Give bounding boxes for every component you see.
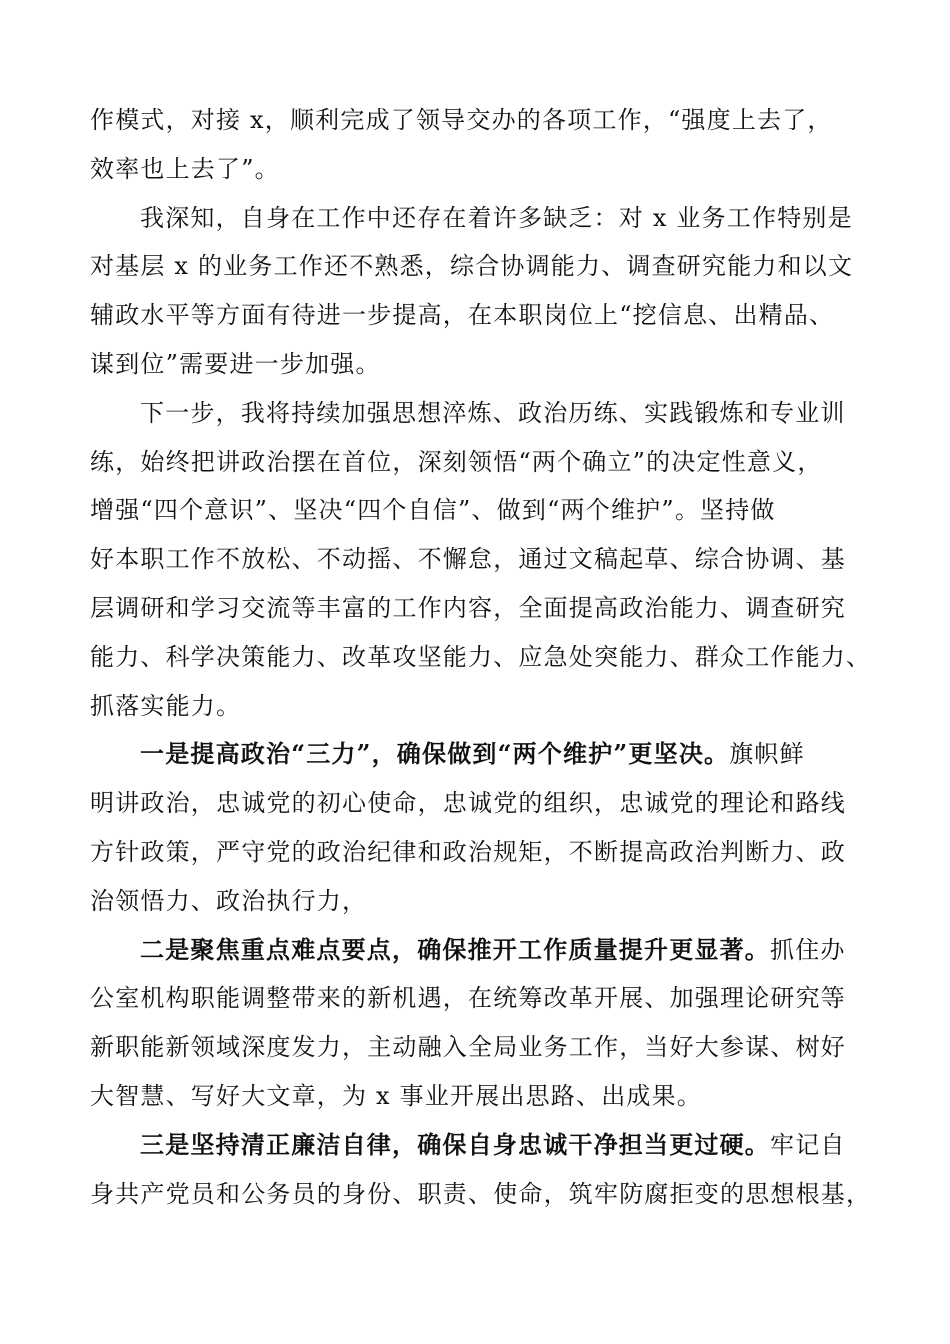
body-line xyxy=(90,730,860,779)
body-line: 增强“四个意识”、坚决“四个自信”、做到“两个维护”。坚持做 xyxy=(90,496,776,525)
body-line: 作模式，对接 x，顺利完成了领导交办的各项工作，“强度上去了， xyxy=(90,106,833,134)
body-line xyxy=(90,926,860,975)
body-line: 公室机构职能调整带来的新机遇，在统筹改革开展、加强理论研究等 xyxy=(90,984,846,1013)
body-line: 抓落实能力。 xyxy=(90,691,242,720)
body-line: 能力、科学决策能力、改革攻坚能力、应急处突能力、群众工作能力、 xyxy=(90,642,872,671)
body-line: 辅政水平等方面有待进一步提高，在本职岗位上“挖信息、出精品、 xyxy=(90,301,835,330)
body-line: 效率也上去了”。 xyxy=(90,154,280,183)
body-line: 我深知，自身在工作中还存在着许多缺乏：对 x 业务工作特别是 xyxy=(140,203,853,232)
point-text: 旗帜鲜 xyxy=(729,740,805,769)
body-line: 明讲政治，忠诚党的初心使命，忠诚党的组织，忠诚党的理论和路线 xyxy=(90,789,846,818)
body-line xyxy=(90,1121,860,1170)
point-text: 牢记自 xyxy=(770,1130,846,1159)
body-line: 方针政策，严守党的政治纪律和政治规矩，不断提高政治判断力、政 xyxy=(90,837,846,866)
body-line: 好本职工作不放松、不动摇、不懈怠，通过文稿起草、综合协调、基 xyxy=(90,545,846,574)
body-line: 大智慧、写好大文章，为 x 事业开展出思路、出成果。 xyxy=(90,1081,702,1110)
body-line: 新职能新领域深度发力，主动融入全局业务工作，当好大参谋、树好 xyxy=(90,1033,846,1062)
document-body xyxy=(90,96,872,1218)
body-line: 对基层 x 的业务工作还不熟悉，综合协调能力、调查研究能力和以文 xyxy=(90,252,854,281)
body-line: 身共产党员和公务员的身份、职责、使命，筑牢防腐拒变的思想根基， xyxy=(90,1179,872,1208)
body-line: 下一步，我将持续加强思想淬炼、政治历练、实践锻炼和专业训 xyxy=(140,398,846,427)
body-line: 谋到位”需要进一步加强。 xyxy=(90,349,381,378)
body-line: 治领悟力、政治执行力， xyxy=(90,886,368,915)
point-heading: 二是聚焦重点难点要点，确保推开工作质量提升更显著。 xyxy=(140,934,770,964)
body-line: 练，始终把讲政治摆在首位，深刻领悟“两个确立”的决定性意义， xyxy=(90,447,823,476)
body-line: 层调研和学习交流等丰富的工作内容，全面提高政治能力、调查研究 xyxy=(90,593,846,622)
point-heading: 一是提高政治“三力”，确保做到“两个维护”更坚决。 xyxy=(140,739,730,769)
point-text: 抓住办 xyxy=(770,935,846,964)
point-heading: 三是坚持清正廉洁自律，确保自身忠诚干净担当更过硬。 xyxy=(140,1129,770,1159)
